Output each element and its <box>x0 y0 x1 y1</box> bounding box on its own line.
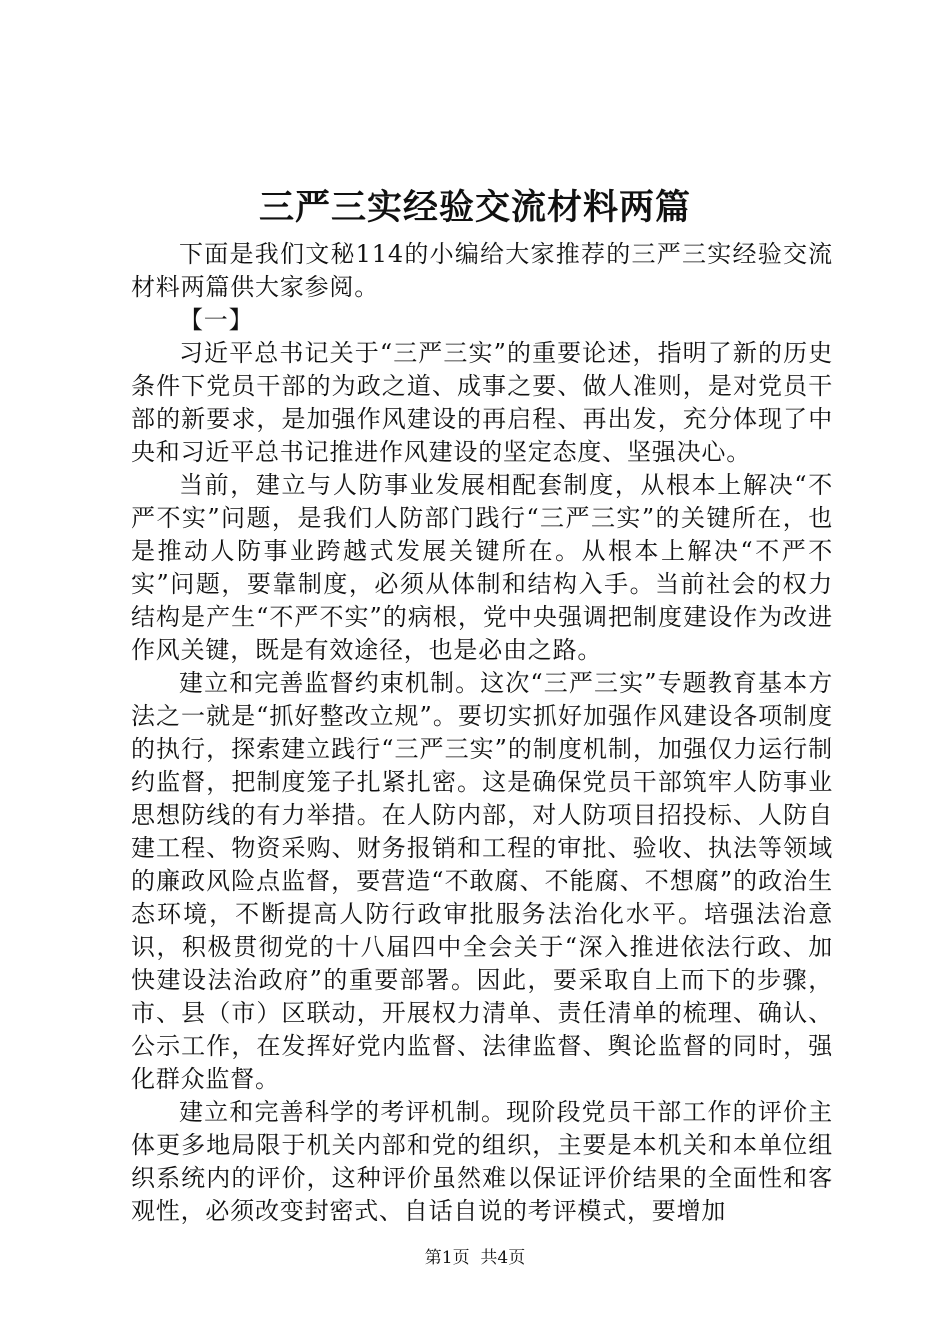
page-number-label: 第1页 共4页 <box>424 1248 526 1268</box>
document-title: 三严三实经验交流材料两篇 <box>258 187 691 228</box>
body-paragraph: 建立和完善科学的考评机制。现阶段党员干部工作的评价主体更多地局限于机关内部和党的组织，主要是本机关和本单位组织系统内的评价，这种评价虽然难以保证评价结果的全面性和客观性，必须改变封密式、自话自说的考评模式，要增加 <box>131 1098 833 1225</box>
body-paragraph: 习近平总书记关于“三严三实”的重要论述，指明了新的历史条件下党员干部的为政之道、成事之要、做人准则，是对党员干部的新要求，是加强作风建设的再启程、再出发，充分体现了中央和习近平总书记推进作风建设的坚定态度、坚强决心。 <box>131 339 833 466</box>
document-body <box>131 238 833 1228</box>
body-paragraph: 当前，建立与人防事业发展相配套制度，从根本上解决“不严不实”问题，是我们人防部门践行“三严三实”的关键所在，也是推动人防事业跨越式发展关键所在。从根本上解决“不严不实”问题，要靠制度，必须从体制和结构入手。当前社会的权力结构是产生“不严不实”的病根，党中央强调把制度建设作为改进作风关键，既是有效途径，也是必由之路。 <box>131 471 833 664</box>
page-footer <box>0 1246 950 1270</box>
intro-paragraph: 下面是我们文秘114的小编给大家推荐的三严三实经验交流材料两篇供大家参阅。 <box>131 240 833 301</box>
body-paragraph: 建立和完善监督约束机制。这次“三严三实”专题教育基本方法之一就是“抓好整改立规”。要切实抓好加强作风建设各项制度的执行，探索建立践行“三严三实”的制度机制，加强仅力运行制约监督，把制度笼子扎紧扎密。这是确保党员干部筑牢人防事业思想防线的有力举措。在人防内部，对人防项目招投标、人防自建工程、物资采购、财务报销和工程的审批、验收、执法等领域的廉政风险点监督，要营造“不敢腐、不能腐、不想腐”的政治生态环境，不断提高人防行政审批服务法治化水平。培强法治意识，积极贯彻党的十八届四中全会关于“深入推进依法行政、加快建设法治政府”的重要部署。因此，要采取自上而下的步骤，市、县（市）区联动，开展权力清单、责任清单的梳理、确认、公示工作，在发挥好党内监督、法律监督、舆论监督的同时，强化群众监督。 <box>131 669 833 1093</box>
section-heading-one: 【一】 <box>179 306 254 334</box>
